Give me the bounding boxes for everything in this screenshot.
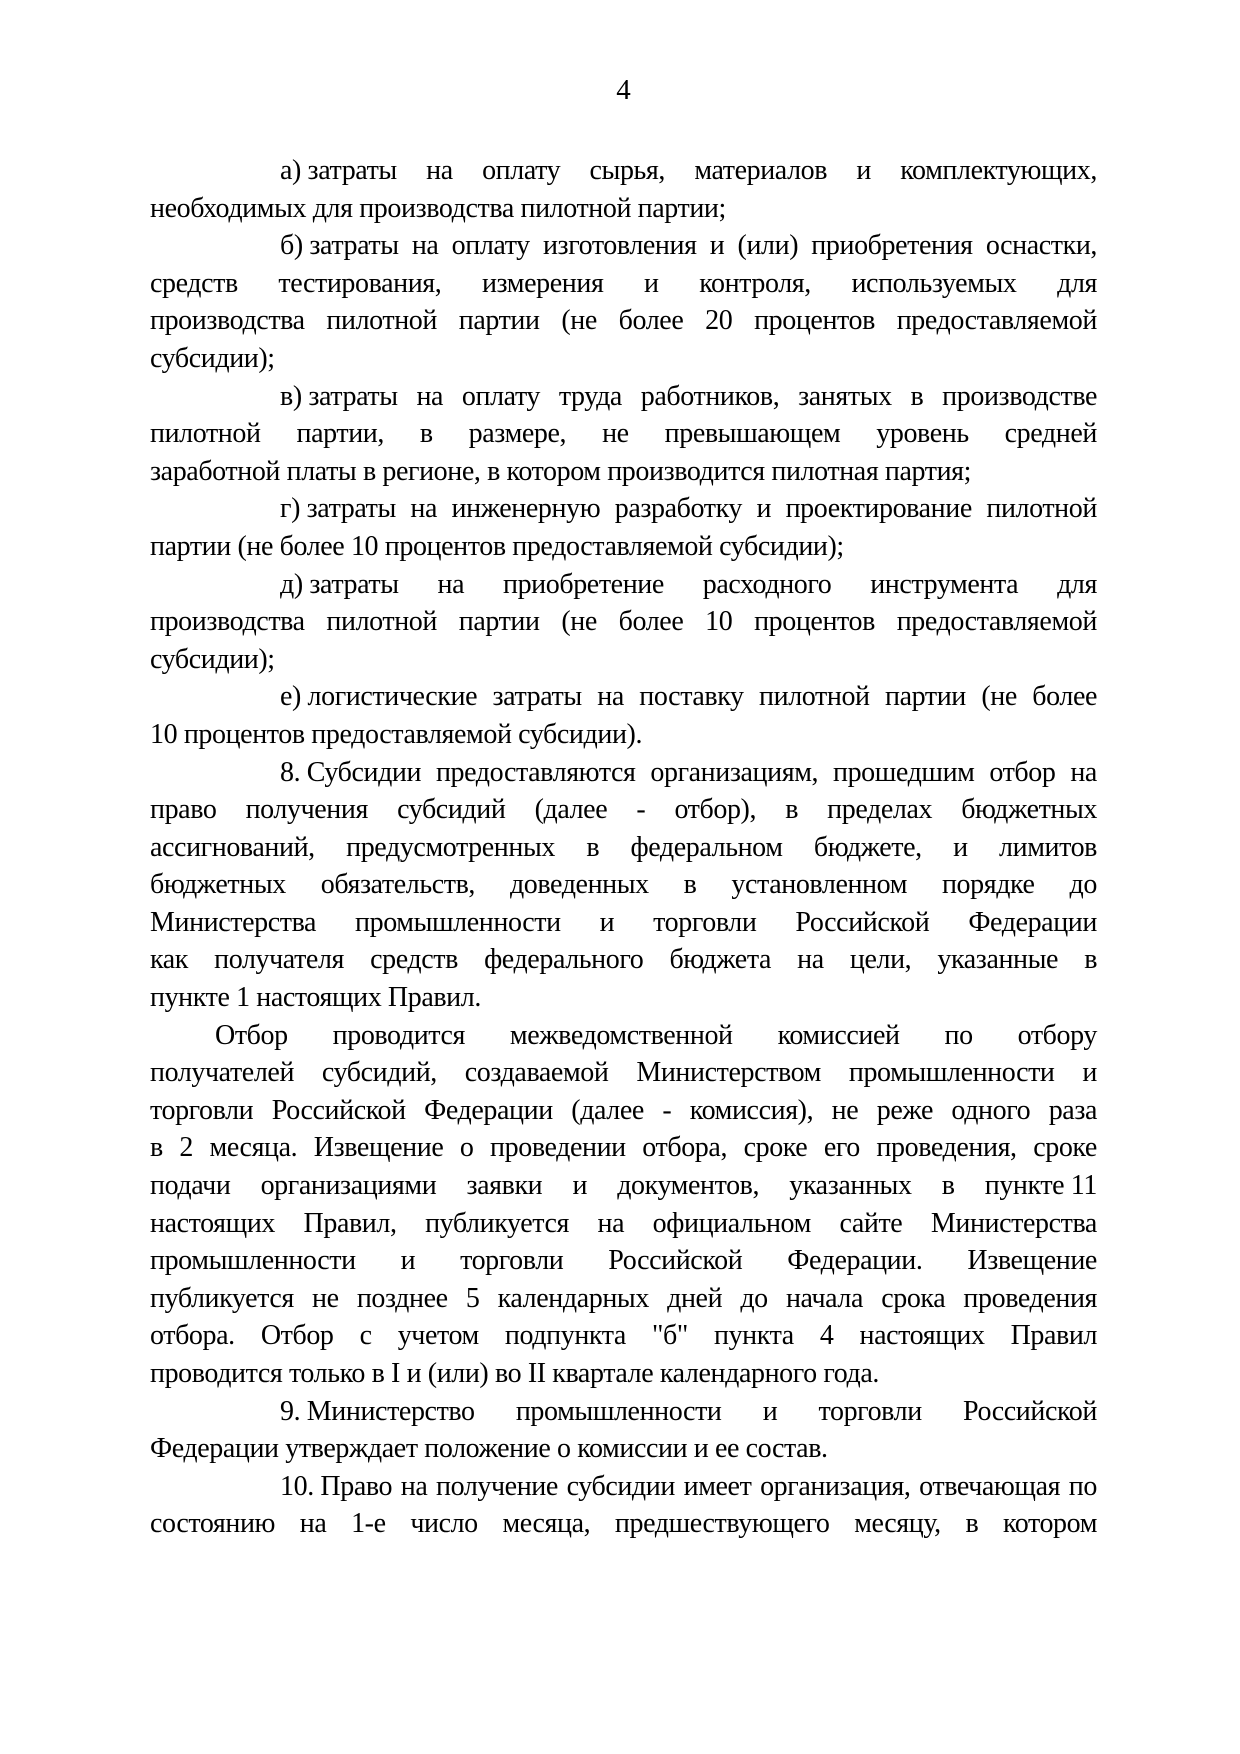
- list-marker-segment: г) затраты: [280, 493, 396, 525]
- text-line: проводится только в I и (или) во II квартале календарного года.: [150, 1358, 880, 1389]
- text-line: право получения субсидий (далее - отбор), в пределах бюджетных: [150, 794, 1098, 826]
- text-line: партии (не более 10 процентов предоставляемой субсидии);: [150, 530, 844, 562]
- text-line: субсидии);: [150, 643, 275, 675]
- text-line: публикуется не позднее 5 календарных дней до начала срока проведения: [150, 1282, 1098, 1314]
- paragraph: [150, 227, 1097, 377]
- text-line: пункте 1 настоящих Правил.: [150, 982, 481, 1014]
- text-line: 9. Министерство промышленности и торговли Российской: [150, 1393, 1097, 1431]
- list-marker-segment: 8. Субсидии: [280, 756, 422, 788]
- text-line: в 2 месяца. Извещение о проведении отбора, сроке его проведения, сроке: [150, 1132, 1097, 1164]
- list-marker-segment: б) затраты: [280, 230, 399, 262]
- list-marker-segment: 9. Министерство: [280, 1395, 475, 1427]
- text-line: пилотной партии, в размере, не превышающем уровень средней: [150, 418, 1097, 450]
- text-line: Отбор проводится межведомственной комиссией по отбору: [215, 1019, 1097, 1051]
- text-line: субсидии);: [150, 342, 275, 374]
- page-number: 4: [616, 74, 631, 106]
- text-line: г) затраты на инженерную разработку и проектирование пилотной: [150, 490, 1097, 528]
- text-line: получателей субсидий, создаваемой Министерством промышленности и: [150, 1057, 1098, 1089]
- list-marker-segment: д) затраты: [280, 568, 399, 600]
- text-line: как получателя средств федерального бюджета на цели, указанные в: [150, 944, 1098, 976]
- text-line: бюджетных обязательств, доведенных в установленном порядке до: [150, 869, 1097, 901]
- paragraph: [150, 490, 1097, 565]
- paragraph: [150, 678, 1097, 753]
- text-line: а) затраты на оплату сырья, материалов и комплектующих,: [150, 152, 1097, 190]
- list-marker-segment: е) логистические: [280, 681, 478, 713]
- text-line: ассигнований, предусмотренных в федеральном бюджете, и лимитов: [150, 831, 1097, 863]
- list-marker-segment: пункте 11: [984, 1170, 1097, 1202]
- paragraph: [150, 1393, 1097, 1468]
- paragraph: [150, 1017, 1097, 1393]
- document-body: [150, 152, 1097, 1543]
- text-line: 10. Право на получение субсидии имеет организация, отвечающая по: [150, 1468, 1097, 1506]
- paragraph: [150, 754, 1097, 1017]
- list-marker-segment: а) затраты: [280, 155, 397, 186]
- text-line: настоящих Правил, публикуется на официальном сайте Министерства: [150, 1207, 1097, 1239]
- text-line: е) логистические затраты на поставку пилотной партии (не более: [150, 678, 1097, 716]
- paragraph: [150, 1468, 1097, 1543]
- text-line: д) затраты на приобретение расходного инструмента для: [150, 566, 1097, 604]
- paragraph: [150, 566, 1097, 679]
- list-marker-segment: 10. Право: [280, 1470, 393, 1502]
- text-line: Федерации утверждает положение о комиссии и ее состав.: [150, 1433, 828, 1465]
- text-line: торговли Российской Федерации (далее - комиссия), не реже одного раза: [150, 1094, 1098, 1126]
- paragraph: [150, 378, 1097, 491]
- text-line: производства пилотной партии (не более 20 процентов предоставляемой: [150, 305, 1097, 337]
- text-line: отбора. Отбор с учетом подпункта "б" пункта 4 настоящих Правил: [150, 1320, 1098, 1352]
- list-marker-segment: в) затраты: [280, 380, 398, 412]
- text-line: подачи организациями заявки и документов, указанных в пункте 11: [150, 1167, 1097, 1205]
- text-line: промышленности и торговли Российской Федерации. Извещение: [150, 1245, 1097, 1277]
- text-line: производства пилотной партии (не более 10 процентов предоставляемой: [150, 606, 1097, 638]
- text-line: состоянию на 1-е число месяца, предшествующего месяцу, в котором: [150, 1508, 1098, 1540]
- text-line: Министерства промышленности и торговли Российской Федерации: [150, 906, 1097, 938]
- text-line: заработной платы в регионе, в котором производится пилотная партия;: [150, 455, 972, 487]
- text-line: средств тестирования, измерения и контроля, используемых для: [150, 267, 1097, 299]
- text-line: б) затраты на оплату изготовления и (или) приобретения оснастки,: [150, 227, 1097, 265]
- text-line: 8. Субсидии предоставляются организациям, прошедшим отбор на: [150, 754, 1097, 792]
- text-line: необходимых для производства пилотной партии;: [150, 192, 726, 224]
- text-line: в) затраты на оплату труда работников, занятых в производстве: [150, 378, 1097, 416]
- paragraph: [150, 152, 1097, 227]
- text-line: 10 процентов предоставляемой субсидии).: [150, 718, 643, 750]
